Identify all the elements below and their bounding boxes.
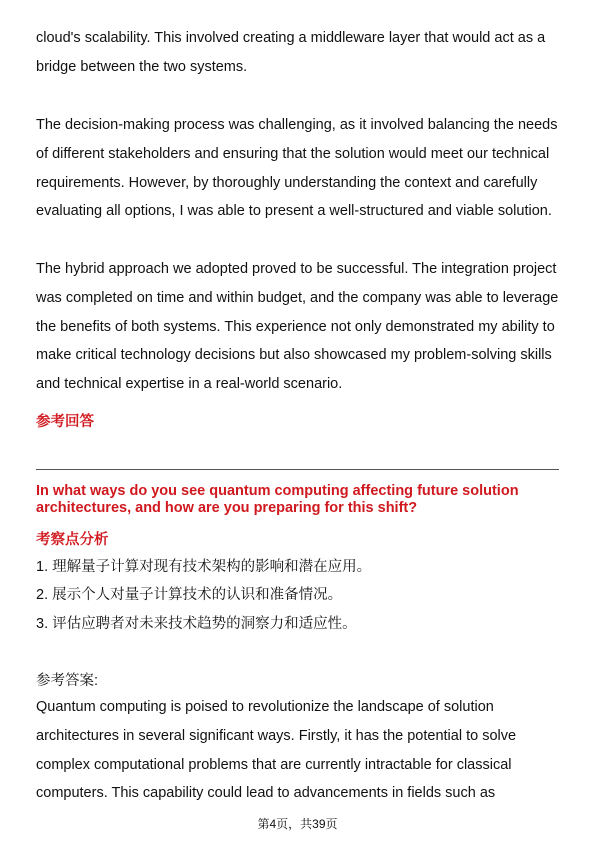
list-item: 1. 理解量子计算对现有技术架构的影响和潜在应用。 [36,559,372,575]
text-line: was completed on time and within budget, and the company was able to leverage [36,290,559,306]
question-line: architectures, and how are you preparing for this shift? [36,500,418,516]
text-line: Quantum computing is poised to revolutionize the landscape of solution [36,699,494,715]
list-item: 3. 评估应聘者对未来技术趋势的洞察力和适应性。 [36,616,357,632]
analysis-heading: 考察点分析 [36,532,109,548]
text-line: computers. This capability could lead to advancements in fields such as [36,785,496,801]
reference-heading: 参考回答 [36,414,94,430]
text-line: bridge between the two systems. [36,59,248,75]
text-line: of different stakeholders and ensuring that the solution would meet our technical [36,146,550,162]
answer-label: 参考答案: [36,673,99,689]
question-line: In what ways do you see quantum computing affecting future solution [36,483,519,499]
text-line: make critical technology decisions but also showcased my problem-solving skills [36,347,552,363]
text-line: cloud's scalability. This involved creating a middleware layer that would act as a [36,30,546,46]
text-line: complex computational problems that are currently intractable for classical [36,757,512,773]
text-line: The hybrid approach we adopted proved to be successful. The integration project [36,261,557,277]
text-line: evaluating all options, I was able to present a well-structured and viable solution. [36,203,552,219]
text-line: and technical expertise in a real-world scenario. [36,376,343,392]
text-line: The decision-making process was challenging, as it involved balancing the needs [36,117,558,133]
divider [36,469,559,470]
text-line: the benefits of both systems. This experience not only demonstrated my ability to [36,319,555,335]
list-item: 2. 展示个人对量子计算技术的认识和准备情况。 [36,587,343,603]
text-line: architectures in several significant ways. Firstly, it has the potential to solve [36,728,517,744]
text-line: requirements. However, by thoroughly understanding the context and carefully [36,175,538,191]
page-footer: 第4页，共39页 [257,817,338,831]
